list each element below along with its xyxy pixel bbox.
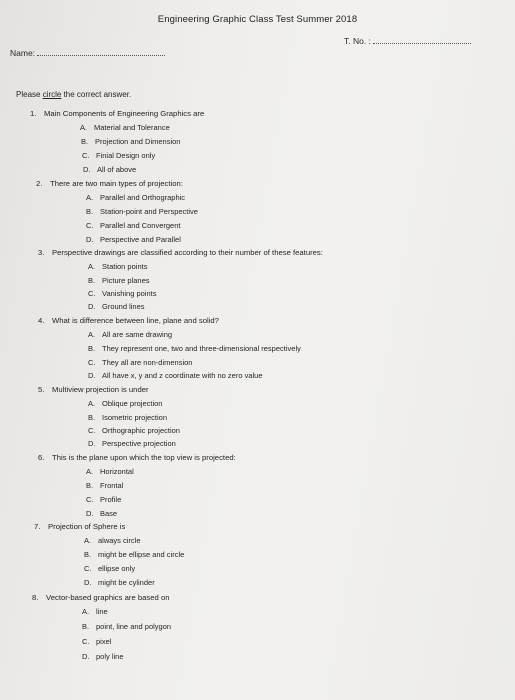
option-letter: D. <box>88 302 96 311</box>
question-4 <box>38 317 219 325</box>
question-number: 6. <box>38 453 45 462</box>
question-2 <box>36 180 183 188</box>
option-letter: B. <box>81 137 89 146</box>
name-field <box>10 48 165 58</box>
question-6 <box>38 454 236 462</box>
option-8b[interactable] <box>82 623 171 631</box>
option-letter: A. <box>86 467 94 476</box>
question-3 <box>38 249 323 257</box>
option-letter: D. <box>86 235 94 244</box>
option-text: Parallel and Orthographic <box>100 193 186 202</box>
option-text: Orthographic projection <box>102 426 180 435</box>
option-text: Base <box>100 509 118 518</box>
option-1c[interactable] <box>82 152 155 160</box>
option-letter: D. <box>82 652 90 661</box>
option-text: ellipse only <box>98 564 136 573</box>
option-letter: C. <box>88 289 96 298</box>
option-2b[interactable] <box>86 208 198 216</box>
option-letter: B. <box>88 276 96 285</box>
option-letter: B. <box>82 622 90 631</box>
option-3c[interactable] <box>88 290 156 298</box>
option-text: Perspective and Parallel <box>100 235 181 244</box>
option-3d[interactable] <box>88 303 145 311</box>
instructions <box>16 90 131 99</box>
option-letter: D. <box>88 371 96 380</box>
option-letter: C. <box>86 221 94 230</box>
t-no-label: T. No. : <box>344 36 371 46</box>
option-letter: D. <box>83 165 91 174</box>
option-letter: B. <box>84 550 92 559</box>
option-2d[interactable] <box>86 236 181 244</box>
option-text: Frontal <box>100 481 124 490</box>
option-letter: A. <box>88 330 96 339</box>
option-letter: C. <box>82 637 90 646</box>
question-text: What is difference between line, plane and solid? <box>52 316 219 325</box>
option-text: All of above <box>97 165 137 174</box>
option-8a[interactable] <box>82 608 108 616</box>
option-4b[interactable] <box>88 345 301 353</box>
option-letter: A. <box>86 193 94 202</box>
option-1b[interactable] <box>81 138 180 146</box>
option-text: All are same drawing <box>102 330 173 339</box>
option-letter: C. <box>84 564 92 573</box>
option-text: Station-point and Perspective <box>100 207 198 216</box>
option-letter: A. <box>80 123 88 132</box>
option-3a[interactable] <box>88 263 147 271</box>
option-text: They represent one, two and three-dimensional respectively <box>102 344 301 353</box>
option-letter: C. <box>82 151 90 160</box>
option-text: poly line <box>96 652 124 661</box>
question-text: Vector-based graphics are based on <box>46 593 170 602</box>
option-8c[interactable] <box>82 638 111 646</box>
option-text: Ground lines <box>102 302 145 311</box>
option-2a[interactable] <box>86 194 185 202</box>
option-6b[interactable] <box>86 482 123 490</box>
option-letter: D. <box>84 578 92 587</box>
question-8 <box>32 594 170 602</box>
option-text: Horizontal <box>100 467 134 476</box>
name-blank-line[interactable] <box>37 49 165 56</box>
option-3b[interactable] <box>88 277 150 285</box>
option-text: might be cylinder <box>98 578 155 587</box>
question-text: There are two main types of projection: <box>50 179 183 188</box>
question-number: 3. <box>38 248 45 257</box>
option-text: Picture planes <box>102 276 150 285</box>
question-text: Perspective drawings are classified according to their number of these features: <box>52 248 323 257</box>
instruction-emphasis: circle <box>42 90 62 99</box>
option-5a[interactable] <box>88 400 162 408</box>
question-number: 5. <box>38 385 45 394</box>
option-letter: B. <box>86 207 94 216</box>
question-text: This is the plane upon which the top view is projected: <box>52 453 236 462</box>
option-letter: A. <box>84 536 92 545</box>
t-no-blank-line[interactable] <box>373 37 471 44</box>
question-number: 4. <box>38 316 45 325</box>
option-text: Vanishing points <box>102 289 157 298</box>
option-7a[interactable] <box>84 537 141 545</box>
question-1 <box>30 110 204 118</box>
option-text: always circle <box>98 536 141 545</box>
option-8d[interactable] <box>82 653 124 661</box>
option-4c[interactable] <box>88 359 192 367</box>
question-number: 7. <box>34 522 41 531</box>
option-4d[interactable] <box>88 372 263 380</box>
option-letter: C. <box>88 358 96 367</box>
option-letter: C. <box>86 495 94 504</box>
option-letter: B. <box>88 413 96 422</box>
option-6c[interactable] <box>86 496 121 504</box>
option-text: Oblique projection <box>102 399 163 408</box>
option-text: Perspective projection <box>102 439 176 448</box>
instruction-prefix: Please <box>16 90 43 99</box>
question-number: 8. <box>32 593 39 602</box>
option-text: They all are non-dimension <box>102 358 193 367</box>
option-text: might be ellipse and circle <box>98 550 185 559</box>
option-letter: D. <box>88 439 96 448</box>
option-5b[interactable] <box>88 414 167 422</box>
option-6a[interactable] <box>86 468 134 476</box>
option-letter: A. <box>88 399 96 408</box>
option-7d[interactable] <box>84 579 155 587</box>
option-6d[interactable] <box>86 510 117 518</box>
question-7 <box>34 523 125 531</box>
option-text: line <box>96 607 108 616</box>
option-text: Projection and Dimension <box>95 137 181 146</box>
t-no-field <box>344 36 471 46</box>
question-number: 2. <box>36 179 43 188</box>
option-letter: C. <box>88 426 96 435</box>
option-letter: A. <box>82 607 90 616</box>
question-number: 1. <box>30 109 37 118</box>
option-text: All have x, y and z coordinate with no zero value <box>102 371 263 380</box>
instruction-suffix: the correct answer. <box>61 90 132 99</box>
option-text: Station points <box>102 262 148 271</box>
option-letter: B. <box>86 481 94 490</box>
option-text: point, line and polygon <box>96 622 172 631</box>
option-5c[interactable] <box>88 427 180 435</box>
option-letter: A. <box>88 262 96 271</box>
option-text: Profile <box>100 495 122 504</box>
question-5 <box>38 386 149 394</box>
question-text: Main Components of Engineering Graphics are <box>44 109 205 118</box>
option-text: Material and Tolerance <box>94 123 170 132</box>
option-5d[interactable] <box>88 440 176 448</box>
option-letter: B. <box>88 344 96 353</box>
name-label: Name: <box>10 48 36 58</box>
option-2c[interactable] <box>86 222 180 230</box>
option-text: Finial Design only <box>96 151 156 160</box>
option-text: pixel <box>96 637 112 646</box>
option-4a[interactable] <box>88 331 172 339</box>
option-letter: D. <box>86 509 94 518</box>
option-7c[interactable] <box>84 565 135 573</box>
page-title: Engineering Graphic Class Test Summer 2018 <box>157 14 358 25</box>
option-text: Parallel and Convergent <box>100 221 181 230</box>
question-text: Multiview projection is under <box>52 385 149 394</box>
option-text: Isometric projection <box>102 413 168 422</box>
option-7b[interactable] <box>84 551 184 559</box>
option-1d[interactable] <box>83 166 136 174</box>
question-text: Projection of Sphere is <box>48 522 126 531</box>
option-1a[interactable] <box>80 124 170 132</box>
